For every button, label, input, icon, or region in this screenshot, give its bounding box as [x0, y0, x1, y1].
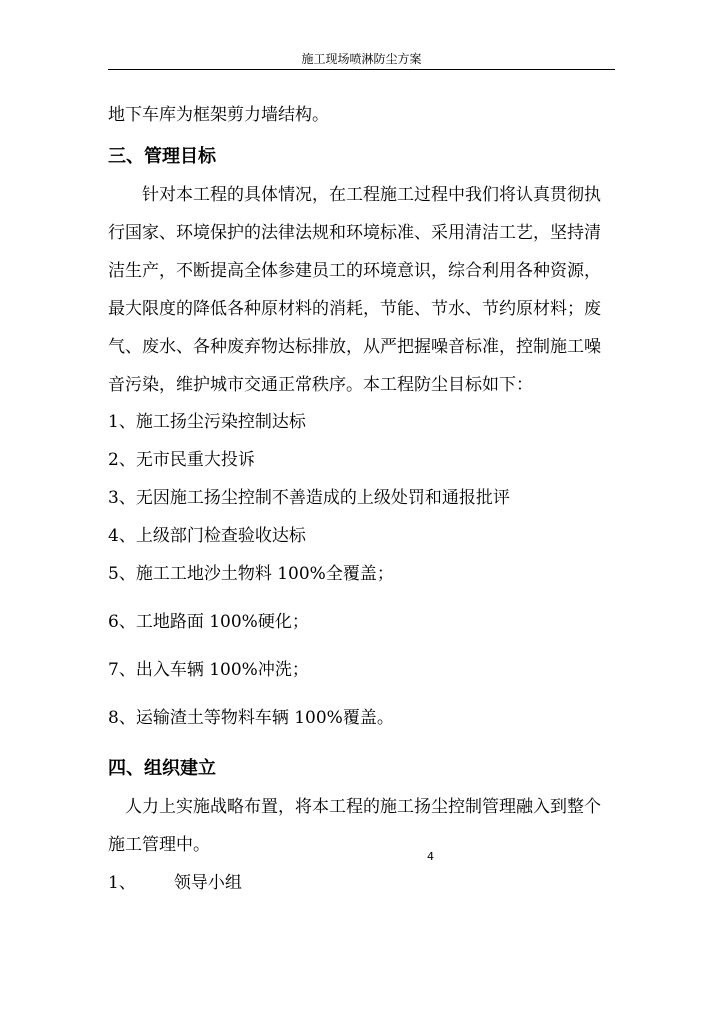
- paragraph-line-6: 音污染，维护城市交通正常秩序。本工程防尘目标如下：: [108, 375, 533, 395]
- goal-item-5: 5、施工工地沙土物料 100%全覆盖；: [108, 564, 394, 584]
- header-title: 施工现场喷淋防尘方案: [301, 52, 422, 66]
- goal-item-7: 7、出入车辆 100%冲洗；: [108, 660, 309, 680]
- paragraph-line-5: 气、废水、各种废弃物达标排放，从严把握噪音标准，控制施工噪: [108, 337, 601, 357]
- goal-item-1: 1、施工扬尘污染控制达标: [108, 412, 306, 432]
- org-line-2: 施工管理中。: [108, 835, 210, 855]
- paragraph-line-1: 针对本工程的具体情况，在工程施工过程中我们将认真贯彻执: [142, 185, 601, 205]
- sub-item-number: 1、: [108, 873, 136, 893]
- sub-item-label: 领导小组: [173, 873, 242, 893]
- page-number: 4: [427, 850, 434, 863]
- page-header: [108, 50, 615, 70]
- org-line-1: 人力上实施战略布置，将本工程的施工扬尘控制管理融入到整个: [125, 797, 601, 817]
- section-3-heading: 三、管理目标: [108, 146, 216, 167]
- section-4-heading: 四、组织建立: [108, 758, 216, 779]
- goal-item-8: 8、运输渣土等物料车辆 100%覆盖。: [108, 708, 394, 728]
- goal-item-4: 4、上级部门检查验收达标: [108, 526, 306, 546]
- paragraph-line-2: 行国家、环境保护的法律法规和环境标准、采用清洁工艺，坚持清: [108, 223, 601, 243]
- paragraph-line-4: 最大限度的降低各种原材料的消耗，节能、节水、节约原材料；废: [108, 299, 601, 319]
- goal-item-2: 2、无市民重大投诉: [108, 450, 255, 470]
- goal-item-6: 6、工地路面 100%硬化；: [108, 612, 309, 632]
- goal-item-3: 3、无因施工扬尘控制不善造成的上级处罚和通报批评: [108, 488, 510, 508]
- sub-item-leadership: [108, 871, 242, 895]
- intro-line: 地下车库为框架剪力墙结构。: [108, 105, 329, 125]
- paragraph-line-3: 洁生产，不断提高全体参建员工的环境意识，综合利用各种资源，: [108, 261, 601, 281]
